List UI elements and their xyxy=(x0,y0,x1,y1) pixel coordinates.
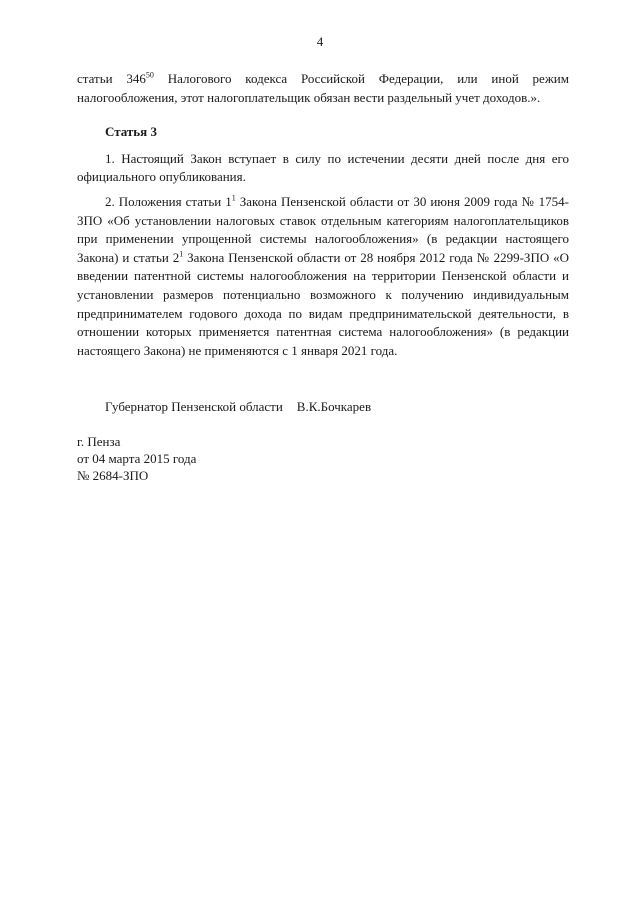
article-item-1: 1. Настоящий Закон вступает в силу по истечении десяти дней после дня его официального опубликования. xyxy=(77,150,569,185)
item2-text-part2: Закона Пензенской области от 30 июня 2009 года № 1754-ЗПО «Об установлении налоговых ставок отдельным категориям налогоплательщиков при применении упрощенной системы налогообложения» (в редакции настоящего Закона) и статьи 2 xyxy=(77,193,569,265)
footer-number: № 2684-ЗПО xyxy=(77,467,149,483)
footer-date: от 04 марта 2015 года xyxy=(77,450,197,466)
signature-name: В.К.Бочкарев xyxy=(296,399,372,415)
item2-text-part3: Закона Пензенской области от 28 ноября 2012 года № 2299-ЗПО «О введении патентной системы налогообложения на территории Пензенской области и установлении размеров потенциально возможного к получению индивидуальным предпринимателем годового дохода по видам предпринимательской деятельности, в отношении которых применяется патентная система налогообложения» (в редакции настоящего Закона) не применяются с 1 января 2021 года. xyxy=(77,249,570,358)
intro-superscript: 50 xyxy=(145,70,154,80)
intro-text-part2: Налогового кодекса Российской Федерации, или иной режим налогообложения, этот налогоплательщик обязан вести раздельный учет доходов.». xyxy=(77,71,569,105)
item2-text-part1: 2. Положения статьи 1 xyxy=(105,193,232,209)
document-body xyxy=(77,70,569,484)
item2-superscript-2: 1 xyxy=(179,249,184,259)
signature-line xyxy=(77,398,569,417)
page-number: 4 xyxy=(316,34,324,49)
signature-title: Губернатор Пензенской области xyxy=(105,399,283,415)
item2-superscript-1: 1 xyxy=(231,193,236,203)
intro-paragraph xyxy=(77,70,569,107)
document-footer xyxy=(77,433,569,484)
article-heading: Статья 3 xyxy=(105,124,157,140)
article-item-2 xyxy=(77,193,569,360)
intro-text-part1: статьи 346 xyxy=(77,71,146,86)
footer-city: г. Пенза xyxy=(77,433,121,449)
